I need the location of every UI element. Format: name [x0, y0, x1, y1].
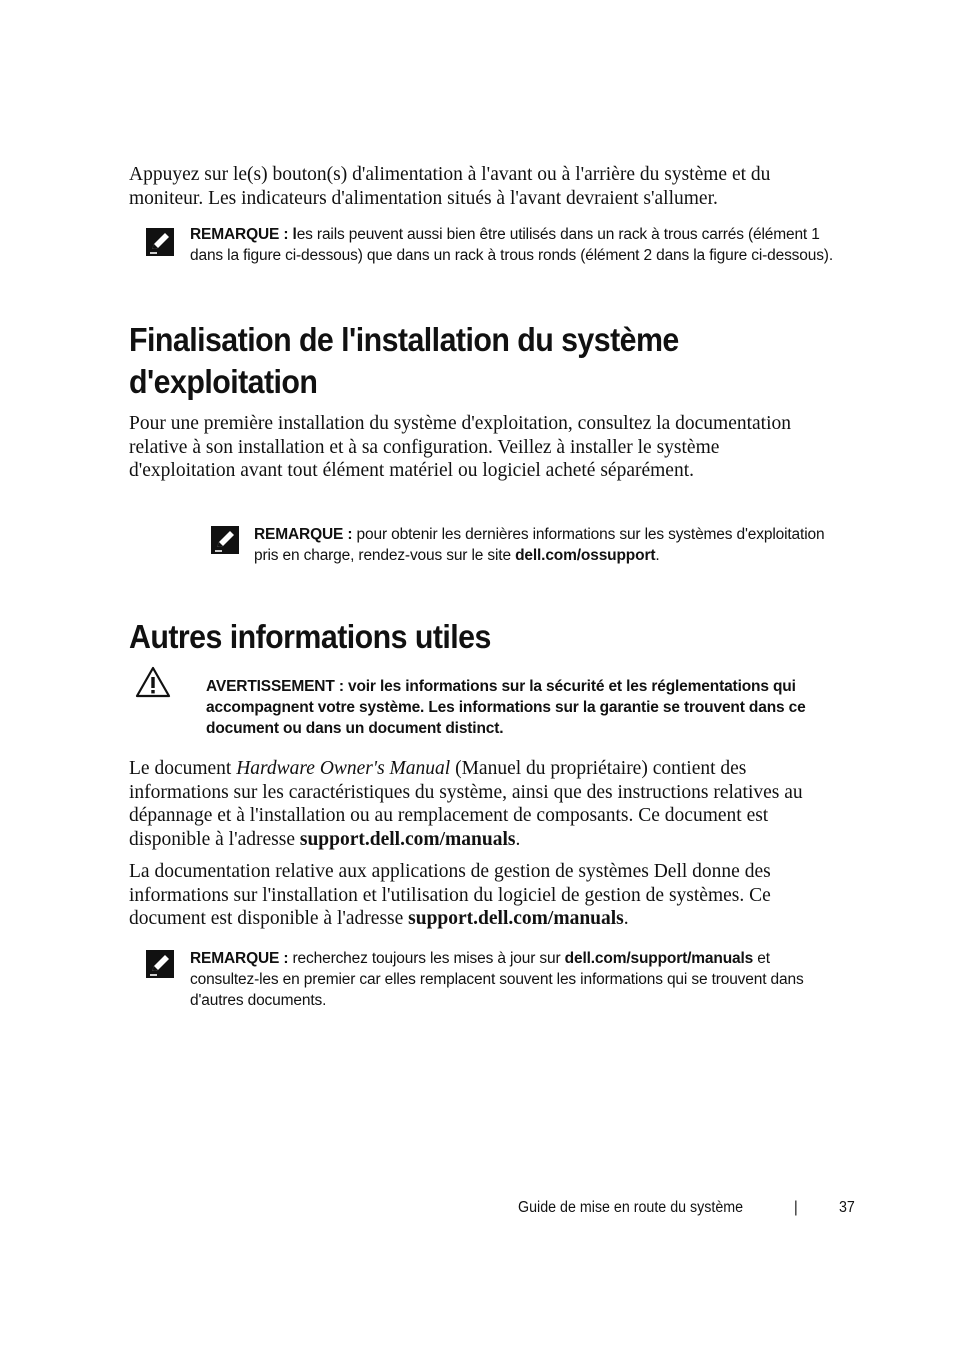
section-heading-other-info: Autres informations utiles	[129, 618, 491, 655]
para-text: Le document	[129, 758, 237, 779]
note-text: recherchez toujours les mises à jour sur	[288, 950, 565, 967]
note-label: REMARQUE :	[254, 526, 353, 543]
hardware-manual-paragraph	[129, 757, 844, 851]
note-label: REMARQUE : l	[190, 226, 297, 243]
note-text: et consultez-les en premier car elles remplacent souvent les informations qui se trouvent dans d'autres documents.	[190, 950, 804, 1009]
para-text: La documentation relative aux applications de gestion de systèmes Dell donne des informations sur l'installation et l'utilisation du logiciel de gestion de systèmes. Ce document est disponible à l'adresse	[129, 861, 771, 929]
para-end: .	[623, 908, 629, 929]
os-install-paragraph: Pour une première installation du système d'exploitation, consultez la documentation relative à son installation et à sa configuration. Veillez à installer le système d'exploitation avant tout élément matériel ou logiciel acheté séparément.	[129, 413, 792, 481]
footer-separator: |	[794, 1199, 798, 1216]
para-end: .	[515, 828, 521, 850]
ossupport-link[interactable]: dell.com/ossupport	[515, 547, 656, 564]
footer-title: Guide de mise en route du système	[518, 1199, 744, 1216]
section-heading-os-install	[129, 319, 791, 403]
systems-management-paragraph	[129, 860, 844, 931]
note-1	[190, 224, 840, 266]
heading-line-2: d'exploitation	[129, 363, 318, 400]
manuals-link[interactable]: support.dell.com/manuals	[299, 828, 516, 850]
note-text: es rails peuvent aussi bien être utilisés dans un rack à trous carrés (élément 1 dans la figure ci-dessous) que dans un rack à trous ronds (élément 2 dans la figure ci-dessous).	[190, 226, 833, 264]
note-3	[190, 948, 840, 1011]
note-text: pour obtenir les dernières informations sur les systèmes d'exploitation pris en charge, rendez-vous sur le site	[254, 526, 825, 564]
warning-triangle-icon	[135, 666, 171, 698]
note-2	[254, 524, 834, 566]
note-pencil-icon	[146, 950, 174, 978]
para-text: (Manuel du propriétaire) contient des informations sur les caractéristiques du système, ainsi que des instructions relatives au dépannage et à l'installation ou au remplacement de composants. Ce document est disponible à l'adresse	[129, 758, 803, 850]
page-number: 37	[839, 1199, 855, 1216]
manuals-link[interactable]: support.dell.com/manuals	[408, 908, 624, 929]
note-pencil-icon	[211, 526, 239, 554]
warning-text: AVERTISSEMENT : voir les informations sur la sécurité et les réglementations qui accompagnent votre système. Les informations sur la garantie se trouvent dans ce document ou dans un document distinct.	[206, 678, 806, 737]
note-label: REMARQUE :	[190, 950, 289, 967]
heading-line-1: Finalisation de l'installation du système	[129, 321, 679, 358]
manual-title: Hardware Owner's Manual	[236, 758, 451, 779]
support-manuals-link[interactable]: dell.com/support/manuals	[564, 950, 754, 967]
note-pencil-icon	[146, 228, 174, 256]
note-end: .	[655, 547, 660, 564]
intro-paragraph: Appuyez sur le(s) bouton(s) d'alimentation à l'avant ou à l'arrière du système et du moniteur. Les indicateurs d'alimentation situés à l'avant devraient s'allumer.	[129, 164, 771, 209]
